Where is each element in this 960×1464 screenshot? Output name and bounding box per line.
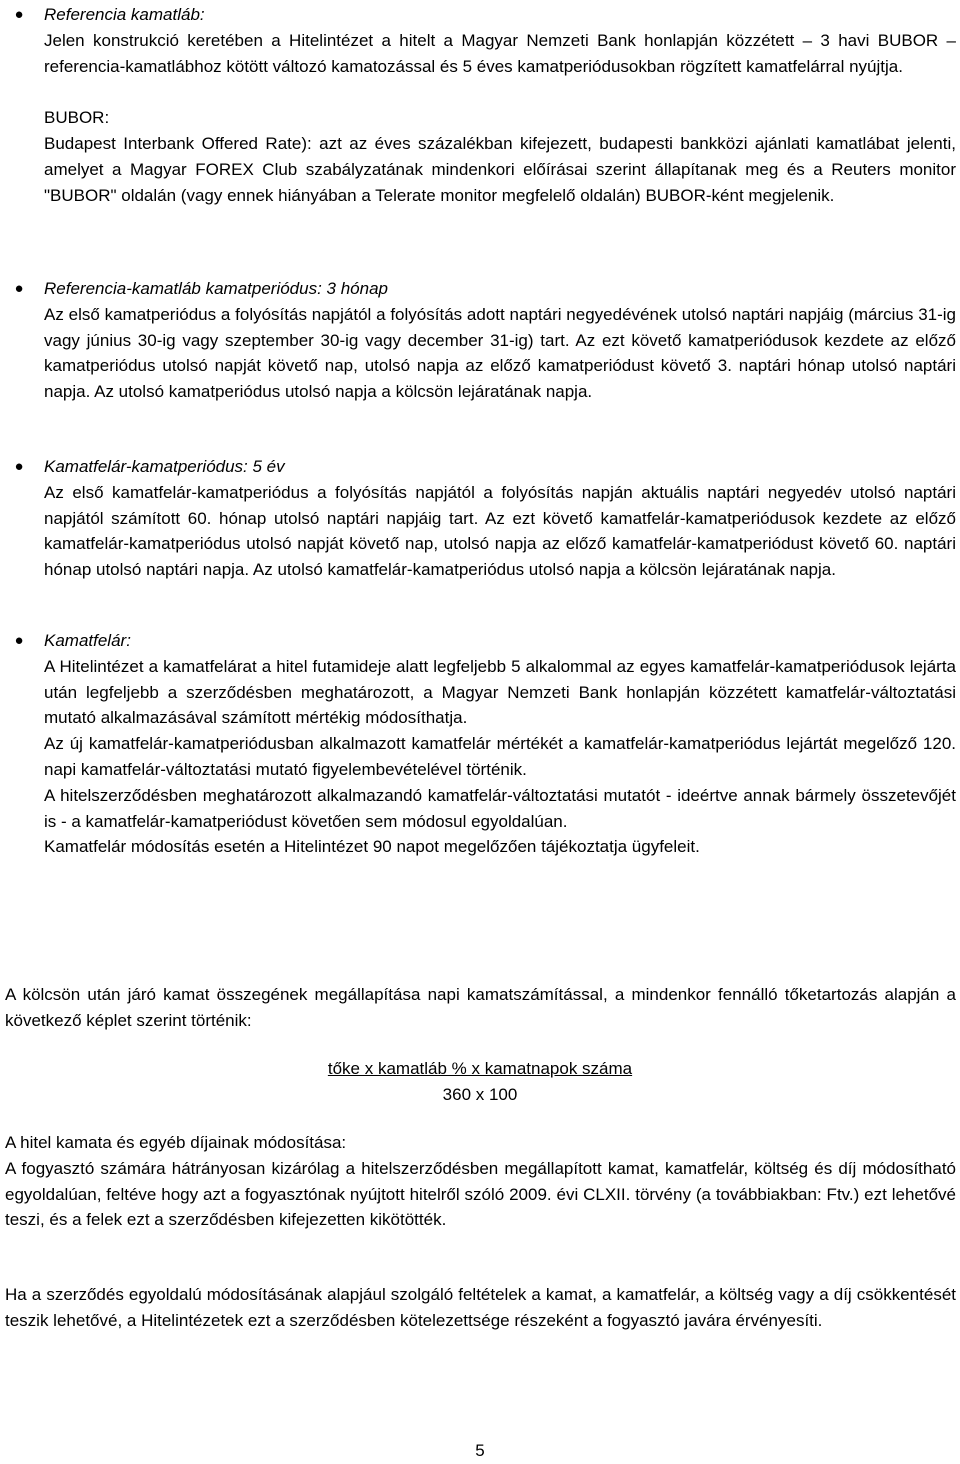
item-paragraph: A hitelszerződésben meghatározott alkalmazandó kamatfelár-változtatási mutatót - ideértve annak bármely összetevőjét is - a kamatfelár-kamatperiódust követően sem módosul egyoldalúan. bbox=[44, 785, 956, 831]
item-heading: Kamatfelár: bbox=[44, 631, 131, 650]
item-paragraph: Az első kamatperiódus a folyósítás napjától a folyósítás adott naptári negyedévének utolsó naptári napjáig (március 31-ig vagy június 30-ig vagy szeptember 30-ig vagy december 31-ig) tart. Az ezt követő kamatperiódusok kezdete az előző kamatperiódus utolsó napját követő nap, utolsó napja az előző kamatperiódust követő 3. naptári hónap utolsó naptári napja. Az utolsó kamatperiódus utolsó napja a kölcsön lejáratának napja. bbox=[44, 304, 956, 402]
item-paragraph: Az új kamatfelár-kamatperiódusban alkalmazott kamatfelár mértékét a kamatfelár-kamatperiódus lejártát megelőző 120. napi kamatfelár-változtatási mutató figyelembevételével történik. bbox=[44, 734, 956, 779]
item-heading: Referencia kamatláb: bbox=[44, 5, 205, 24]
item-paragraph: A Hitelintézet a kamatfelárat a hitel futamideje alatt legfeljebb 5 alkalommal az egyes kamatfelár-kamatperiódusok lejárta után legfeljebb a szerződésben meghatározott, a Magyar Nemzeti Bank honlapján közzétett kamatfelár-változtatási mutató alkalmazásával számított mértékig módosíthatja. bbox=[44, 656, 956, 728]
item-paragraph: Kamatfelár módosítás esetén a Hitelintézet 90 napot megelőzően tájékoztatja ügyfeleit. bbox=[44, 837, 700, 857]
bullet-icon: ● bbox=[14, 632, 24, 649]
item-paragraph: Jelen konstrukció keretében a Hitelintézet a hitelt a Magyar Nemzeti Bank honlapján közzétett – 3 havi BUBOR – referencia-kamatlábhoz kötött változó kamatozással és 5 éves kamatperiódusokban rögzített kamatfelárral nyújtja. bbox=[44, 30, 956, 76]
modification-text: A fogyasztó számára hátrányosan kizárólag a hitelszerződésben megállapított kamat, kamatfelár, költség és díj módosítható egyoldalúan, feltéve hogy azt a fogyasztónak nyújtott hitelről szóló 2009. évi CLXII. törvény (a továbbiakban: Ftv.) ezt lehetővé teszi, és a felek ezt a szerződésben kifejezetten kikötötték. bbox=[5, 1158, 956, 1230]
sub-heading: BUBOR: bbox=[44, 108, 110, 128]
interest-formula bbox=[0, 1056, 960, 1108]
bullet-icon: ● bbox=[14, 280, 24, 297]
bullet-icon: ● bbox=[14, 458, 24, 475]
formula-denominator: 360 x 100 bbox=[442, 1084, 518, 1104]
modification-heading: A hitel kamata és egyéb díjainak módosítása: bbox=[5, 1133, 347, 1152]
list-item-margin-period bbox=[14, 454, 956, 583]
list-item-reference-period bbox=[14, 276, 956, 405]
list-item-margin bbox=[14, 628, 956, 860]
bullet-icon: ● bbox=[14, 6, 24, 23]
interest-intro: A kölcsön után járó kamat összegének megállapítása napi kamatszámítással, a mindenkor fennálló tőketartozás alapján a következő képlet szerint történik: bbox=[5, 985, 956, 1030]
item-paragraph: Az első kamatfelár-kamatperiódus a folyósítás napjától a folyósítás napján aktuális naptári negyedév utolsó naptári napjától számított 60. hónap utolsó naptári napjáig tart. Az ezt követő kamatfelár-kamatperiódusok kezdete az előző kamatfelár-kamatperiódus utolsó napját követő nap, utolsó napja az előző kamatfelár-kamatperiódust követő 60. naptári hónap utolsó naptári napja. Az utolsó kamatfelár-kamatperiódus utolsó napja a kölcsön lejáratának napja. bbox=[44, 482, 956, 580]
page-number: 5 bbox=[475, 1441, 485, 1460]
sub-paragraph: Budapest Interbank Offered Rate): azt az éves százalékban kifejezett, budapesti bankközi ajánlati kamatlábat jelenti, amelyet a Magyar FOREX Club szabályzatának mindenkori előírásai szerint állapítanak meg és a Reuters monitor "BUBOR" oldalán (vagy ennek hiányában a Telerate monitor megfelelő oldalán) BUBOR-ként megjelenik. bbox=[44, 134, 956, 205]
item-heading: Kamatfelár-kamatperiódus: 5 év bbox=[44, 457, 285, 476]
formula-numerator: tőke x kamatláb % x kamatnapok száma bbox=[327, 1059, 633, 1078]
list-item-reference-rate bbox=[14, 2, 956, 209]
item-heading: Referencia-kamatláb kamatperiódus: 3 hónap bbox=[44, 279, 388, 298]
modification-section bbox=[5, 1130, 956, 1233]
unilateral-text: Ha a szerződés egyoldalú módosításának alapjául szolgáló feltételek a kamat, a kamatfelár, a költség vagy a díj csökkentését teszik lehetővé, a Hitelintézetek ezt a szerződésben kötelezettsége részeként a fogyasztó javára érvényesíti. bbox=[5, 1285, 956, 1330]
